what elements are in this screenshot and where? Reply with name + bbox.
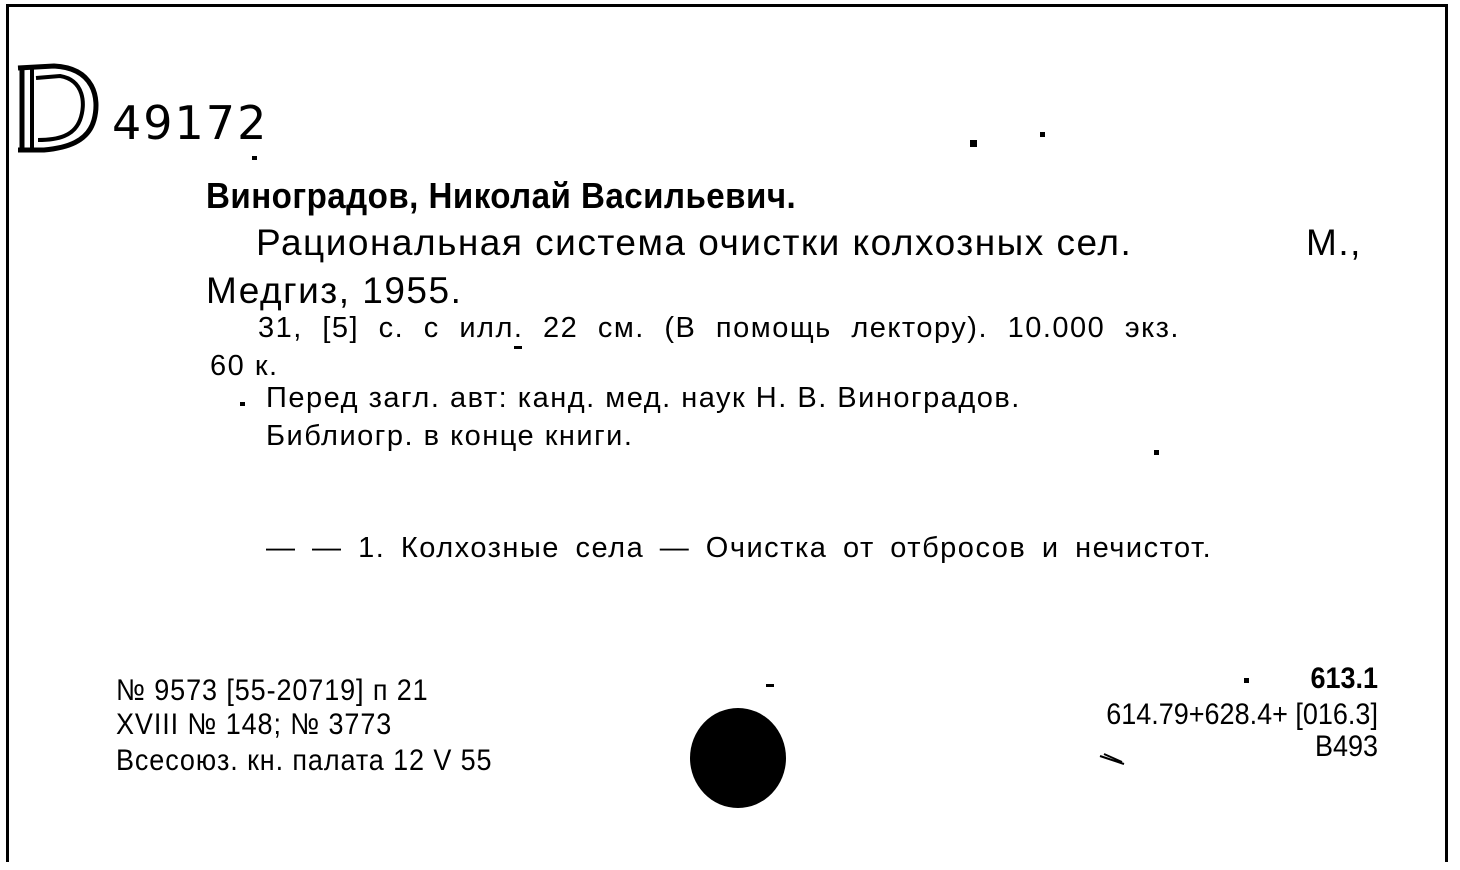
author-heading: Виноградов, Николай Васильевич. [206, 175, 797, 216]
subject-heading: — — 1. Колхозные села — Очистка от отбросов и нечистот. [266, 532, 1213, 564]
note-line-1: Перед загл. авт: канд. мед. наук Н. В. Виноградов. [266, 382, 1021, 414]
speck [252, 156, 257, 160]
publication-place: М., [1306, 222, 1362, 263]
d-letter-mark [14, 58, 114, 158]
call-number-text: 49172 [112, 96, 269, 150]
cutter-number: B493 [1314, 730, 1378, 763]
speck [1244, 678, 1249, 683]
title-line-2: Медгиз, 1955. [206, 270, 463, 311]
speck [1154, 450, 1159, 455]
pencil-mark-icon [1098, 752, 1128, 768]
speck [240, 402, 245, 406]
classification-secondary: 614.79+628.4+ [016.3] [1106, 698, 1378, 731]
speck [1040, 132, 1045, 137]
physical-description-line-1: 31, [5] с. с илл. 22 см. (В помощь лектору). 10.000 экз. [258, 312, 1180, 344]
punch-hole [690, 708, 786, 808]
speck [970, 140, 977, 147]
note-line-2: Библиогр. в конце книги. [266, 420, 634, 452]
footer-chamber-date: Всесоюз. кн. палата 12 V 55 [116, 744, 493, 777]
speck [514, 346, 522, 349]
classification-primary: 613.1 [1310, 662, 1378, 695]
title-line-1: Рациональная система очистки колхозных сел. [256, 222, 1133, 263]
speck [766, 684, 774, 687]
footer-series-number: XVIII № 148; № 3773 [116, 708, 393, 741]
footer-record-number: № 9573 [55-20719] п 21 [116, 674, 429, 707]
physical-description-line-2: 60 к. [210, 350, 279, 382]
call-number-stamp [14, 58, 114, 163]
